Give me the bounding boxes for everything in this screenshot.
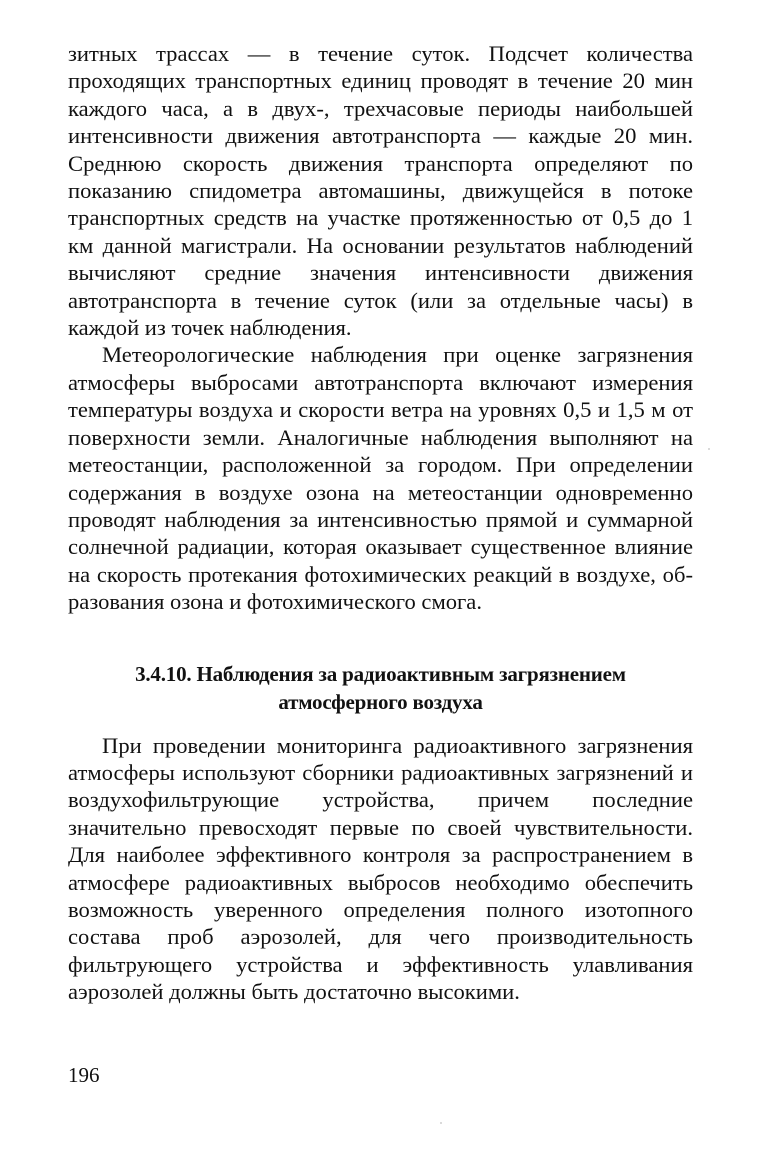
- section-title-line2: атмосферного воздуха: [278, 689, 483, 714]
- page-number: 196: [68, 1063, 100, 1087]
- paragraph-traffic-counting: зитных трассах — в течение суток. Подсчет количества проходящих транспортных единиц проводят в течение 20 мин каждого часа, а в двух-, трехчасовые периоды наибольшей интенсивности движения автотранспорта — каждые 20 мин. Среднюю скорость движения транспорта определяют по показанию спидометра автомашины, движущейся в потоке транспортных средств на участке протяженностью от 0,5 до 1 км данной магистрали. На основании результатов наблюдений вычисляют средние значения интенсивности движения автотранспорта в течение суток (или за отдельные часы) в каждой из точек наблюдения.: [68, 41, 693, 341]
- paragraph-radioactive-monitoring: При проведении мониторинга радиоактивного загрязнения атмосферы используют сборники радиоактивных загрязнений и воздухофильтрующие устройства, причем последние значительно превосходят первые по своей чувствительности. Для наиболее эффективного контроля за распространением в атмосфере радиоактивных выбросов необходимо обеспечить возможность уверенного определения полного изотопного состава проб аэрозолей, для чего производительность фильтрующего устройства и эффективность улавливания аэрозолей должны быть достаточно высокими.: [68, 732, 693, 1005]
- page-body: [68, 40, 693, 1006]
- paragraph-meteorological-observations: Метеорологические наблюдения при оценке загрязнения атмосферы выбросами автотранспорта включают измерения температуры воздуха и скорости ветра на уровнях 0,5 и 1,5 м от поверхности земли. Аналогичные наблюдения выполняют на метеостанции, расположенной за городом. При определении содержания в воздухе озона на метеостанции одновременно проводят наблюдения за интенсивностью прямой и суммарной солнечной радиации, которая оказывает существенное влияние на скорость протекания фотохимических реакций в воздухе, образования озона и фотохимического смога.: [68, 342, 693, 615]
- section-title-line1: Наблюдения за радиоактивным загрязнением: [196, 661, 626, 686]
- scan-speck: [440, 1122, 442, 1124]
- section-number: 3.4.10.: [135, 661, 192, 686]
- heading-spacer: [68, 716, 693, 732]
- scan-speck: [708, 448, 710, 450]
- section-heading: [68, 660, 693, 716]
